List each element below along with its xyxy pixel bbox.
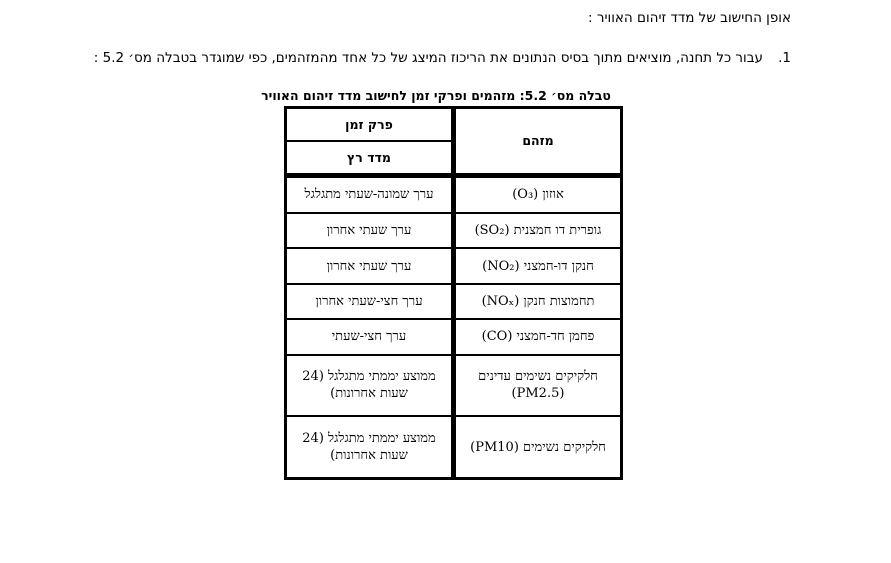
cell-pollutant: חלקיקים נשימים (PM10) xyxy=(454,416,622,478)
cell-period: ערך שעתי אחרון xyxy=(286,248,454,283)
list-item-text: עבור כל תחנה, מוציאים מתוך בסיס הנתונים את הריכוז המיצג של כל אחד מהמזהמים, כפי שמוגדר בטבלה מס׳ 5.2 : xyxy=(93,50,763,66)
cell-period: ממוצע יממתי מתגלגל (24 שעות אחרונות) xyxy=(286,355,454,417)
header-pollutant: מזהם xyxy=(454,108,622,176)
table-row xyxy=(286,213,622,248)
table-row xyxy=(286,248,622,283)
pollutants-table xyxy=(284,106,623,480)
cell-pollutant: תחמוצות חנקן (NOₓ) xyxy=(454,284,622,319)
cell-pollutant: פחמן חד-חמצני (CO) xyxy=(454,319,622,354)
cell-period: ערך חצי-שעתי xyxy=(286,319,454,354)
section-heading: אופן החישוב של מדד זיהום האוויר : xyxy=(588,10,791,26)
list-item-number: 1. xyxy=(778,50,791,66)
cell-period: ערך שמונה-שעתי מתגלגל xyxy=(286,175,454,213)
header-period-sub: מדד רץ xyxy=(286,141,454,176)
cell-pollutant: אוזון (O₃) xyxy=(454,175,622,213)
table-caption: טבלה מס׳ 5.2: מזהמים ופרקי זמן לחישוב מדד זיהום האוויר xyxy=(261,88,611,103)
cell-period: ממוצע יממתי מתגלגל (24 שעות אחרונות) xyxy=(286,416,454,478)
cell-pollutant: חנקן דו-חמצני (NO₂) xyxy=(454,248,622,283)
cell-pollutant: חלקיקים נשימים עדינים (PM2.5) xyxy=(454,355,622,417)
table-row xyxy=(286,319,622,354)
table-row xyxy=(286,416,622,478)
list-item xyxy=(91,50,791,67)
table-row xyxy=(286,355,622,417)
table-row xyxy=(286,175,622,213)
table-header-row xyxy=(286,108,622,141)
cell-pollutant: גופרית דו חמצנית (SO₂) xyxy=(454,213,622,248)
cell-period: ערך חצי-שעתי אחרון xyxy=(286,284,454,319)
header-period: פרק זמן xyxy=(286,108,454,141)
table-row xyxy=(286,284,622,319)
cell-period: ערך שעתי אחרון xyxy=(286,213,454,248)
